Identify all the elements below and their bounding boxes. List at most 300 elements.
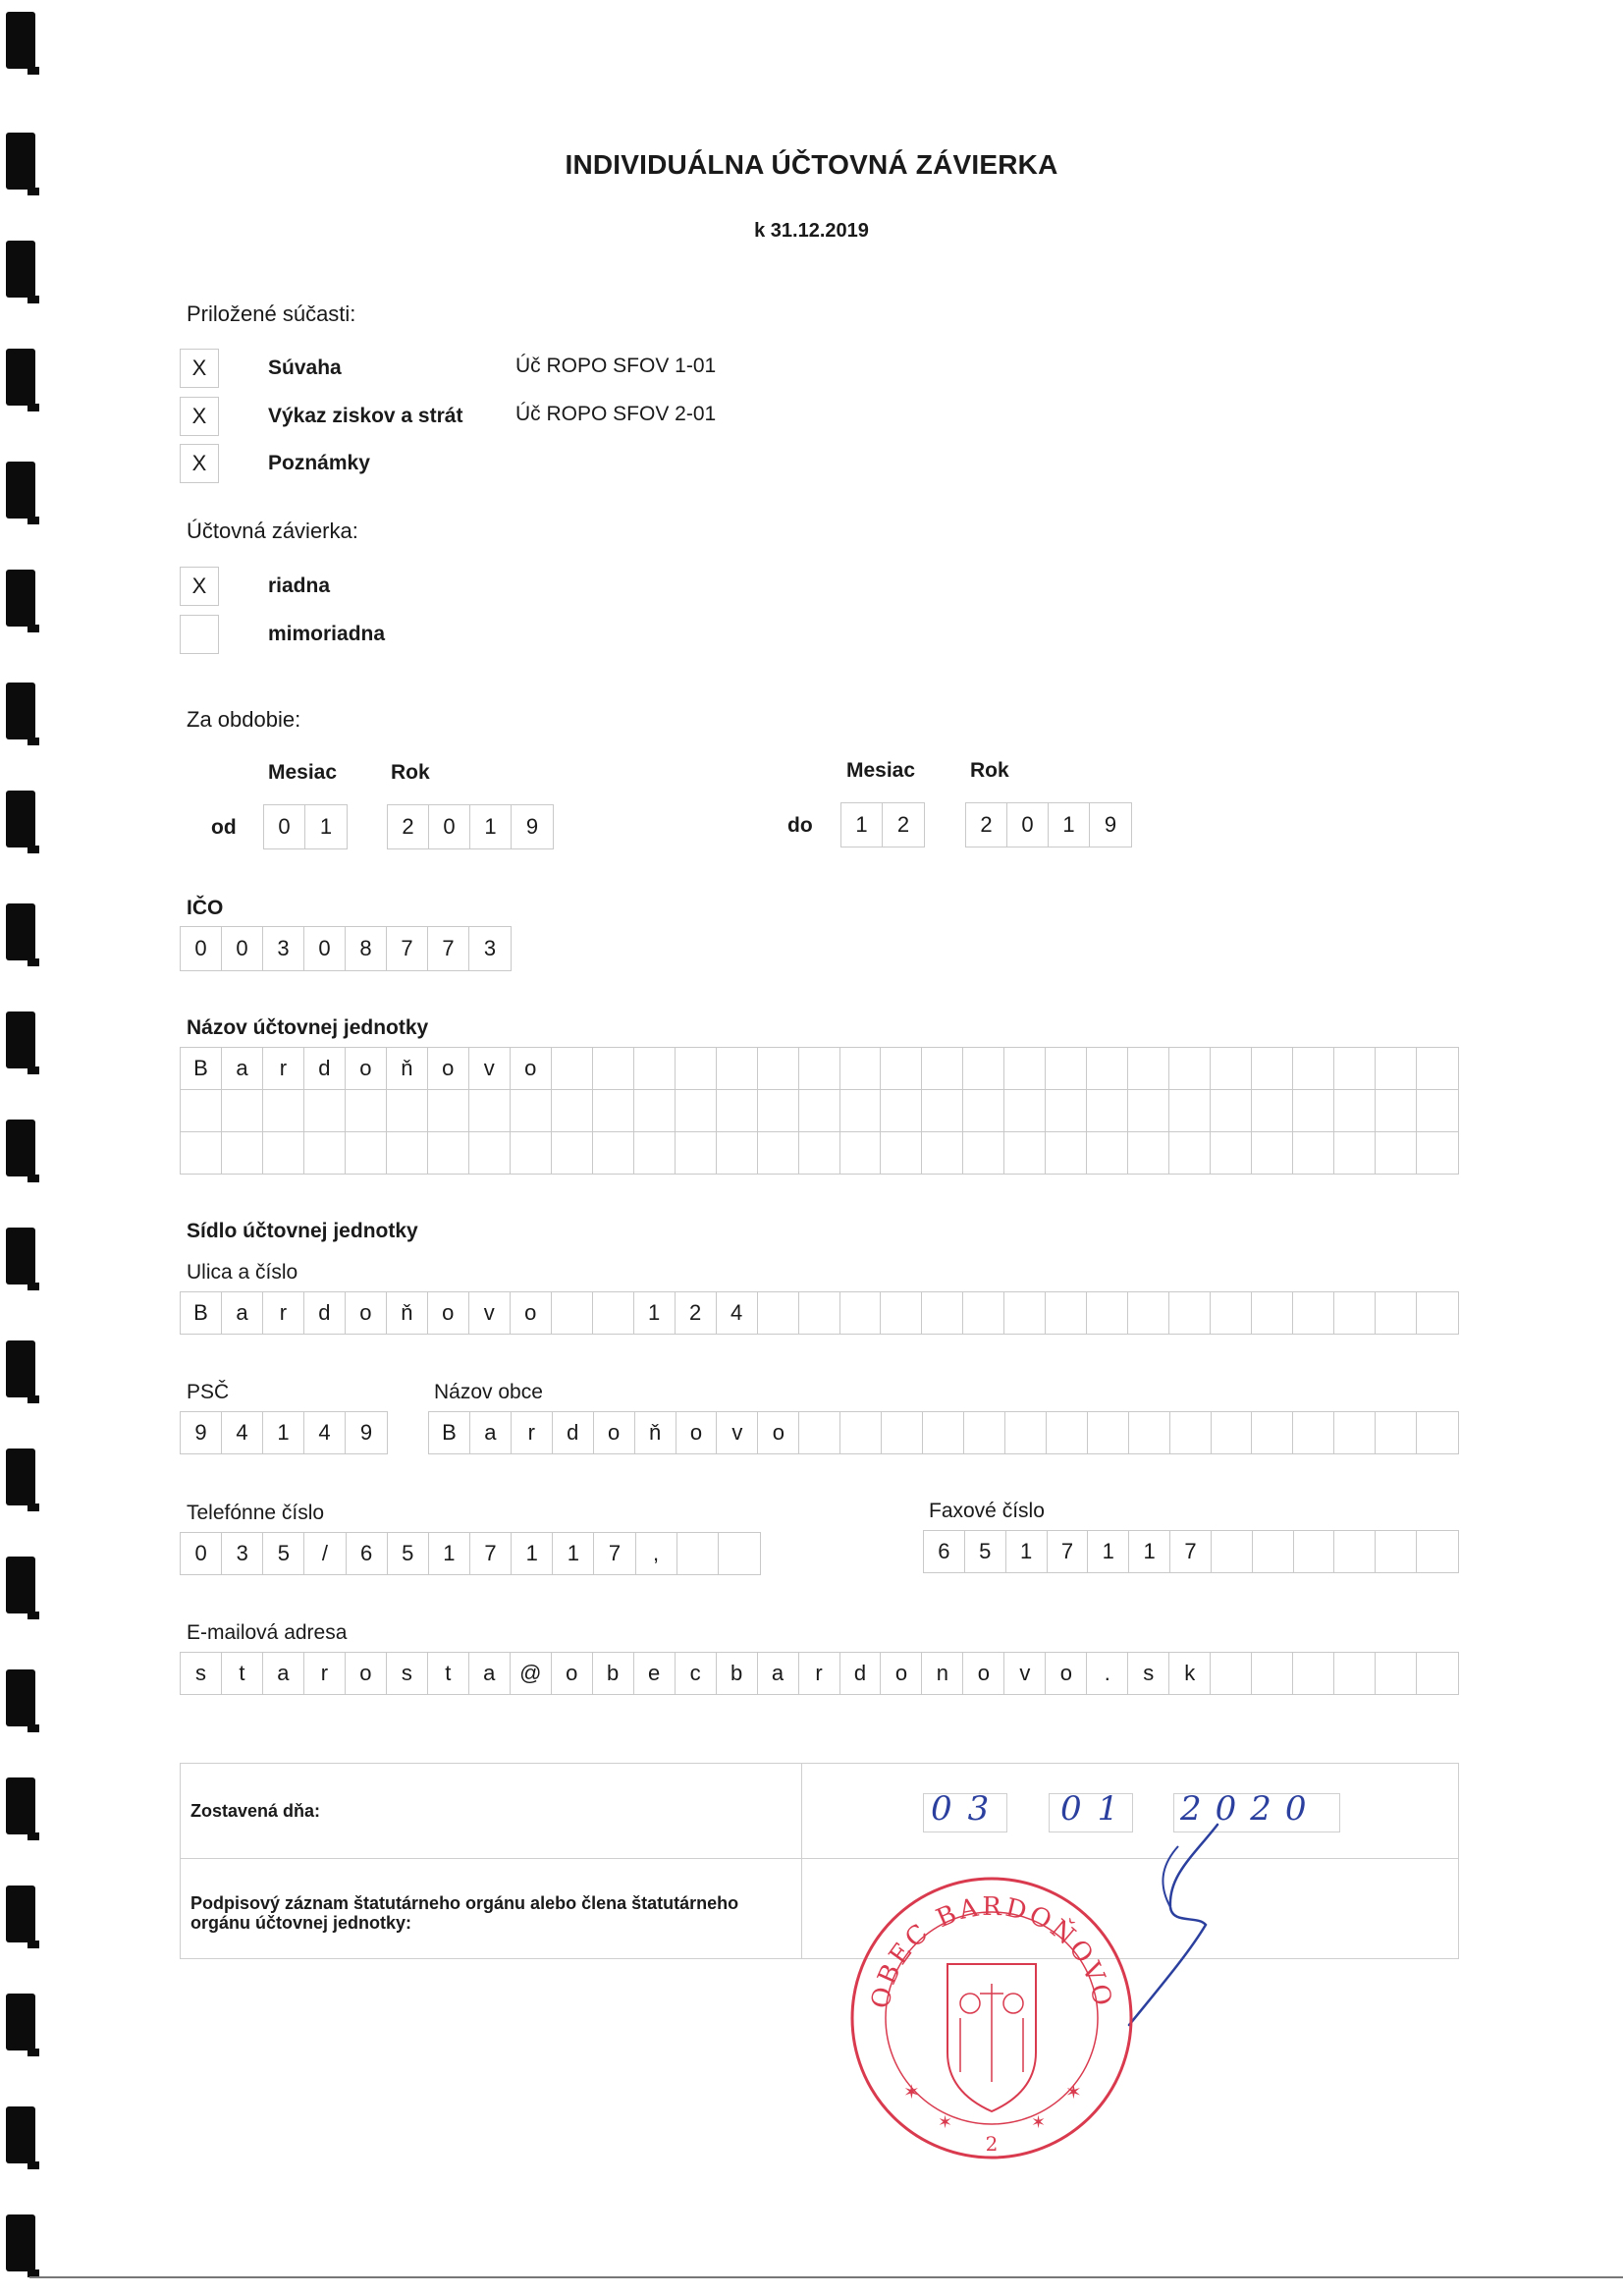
char-cell (717, 1132, 758, 1174)
binding-hole (6, 1777, 35, 1834)
char-cell: 1 (1049, 803, 1090, 847)
char-cell (428, 1090, 469, 1131)
svg-text:✶: ✶ (1065, 2082, 1082, 2104)
char-cell (1128, 1292, 1169, 1334)
char-cell: 7 (1170, 1531, 1212, 1572)
to-month-field[interactable] (840, 802, 925, 847)
char-cell (1046, 1090, 1087, 1131)
char-cell (1046, 1048, 1087, 1089)
char-cell (1293, 1653, 1334, 1694)
seat-label: Sídlo účtovnej jednotky (187, 1220, 418, 1242)
char-cell: o (758, 1412, 799, 1453)
char-cell (511, 1090, 552, 1131)
binding-hole (6, 1228, 35, 1285)
char-cell (1376, 1653, 1417, 1694)
char-cell (387, 1132, 428, 1174)
entity-name-field-row3[interactable] (180, 1131, 1459, 1175)
char-cell: 4 (304, 1412, 346, 1453)
char-cell: v (717, 1412, 758, 1453)
char-cell (1334, 1531, 1376, 1572)
char-cell: 1 (319, 814, 333, 839)
char-cell (593, 1132, 634, 1174)
svg-text:✶: ✶ (903, 2082, 920, 2104)
binding-hole (6, 1994, 35, 2050)
char-cell (346, 1090, 387, 1131)
char-cell: 4 (717, 1292, 758, 1334)
char-cell (346, 1132, 387, 1174)
svg-text:OBEC BARDOŇOVO: OBEC BARDOŇOVO (866, 1891, 1117, 2011)
char-cell (758, 1132, 799, 1174)
binding-hole (6, 791, 35, 847)
char-cell (387, 1090, 428, 1131)
char-cell (1417, 1412, 1458, 1453)
char-cell: 7 (387, 927, 428, 970)
char-cell: 7 (470, 1533, 512, 1574)
char-cell (634, 1132, 676, 1174)
binding-hole (6, 462, 35, 519)
binding-hole (6, 1557, 35, 1613)
char-cell: o (552, 1653, 593, 1694)
char-cell (676, 1048, 717, 1089)
binding-hole (6, 241, 35, 298)
char-cell (1087, 1090, 1128, 1131)
char-cell (552, 1090, 593, 1131)
char-cell (552, 1132, 593, 1174)
char-cell: 9 (181, 1412, 222, 1453)
char-cell: 1 (263, 1412, 304, 1453)
compiled-year: 2020 (1180, 1789, 1321, 1829)
char-cell: r (799, 1653, 840, 1694)
char-cell (263, 1132, 304, 1174)
char-cell: e (634, 1653, 676, 1694)
char-cell (799, 1132, 840, 1174)
ico-field[interactable] (180, 926, 512, 971)
char-cell (758, 1090, 799, 1131)
char-cell (1334, 1048, 1376, 1089)
ico-label: IČO (187, 897, 224, 919)
char-cell: 2 (388, 805, 429, 848)
char-cell: @ (511, 1653, 552, 1694)
char-cell: o (676, 1412, 718, 1453)
char-cell (840, 1132, 882, 1174)
char-cell (922, 1090, 963, 1131)
char-cell (1293, 1292, 1334, 1334)
char-cell: t (222, 1653, 263, 1694)
char-cell: v (469, 1292, 511, 1334)
char-cell: b (593, 1653, 634, 1694)
char-cell (1211, 1132, 1252, 1174)
char-cell: , (636, 1533, 677, 1574)
char-cell: 5 (388, 1533, 429, 1574)
char-cell (1417, 1048, 1458, 1089)
char-cell: B (429, 1412, 470, 1453)
char-cell: 3 (483, 936, 497, 960)
char-cell: a (222, 1048, 263, 1089)
report-date: k 31.12.2019 (754, 220, 869, 242)
char-cell: 7 (1048, 1531, 1089, 1572)
char-cell (840, 1412, 882, 1453)
char-cell (1252, 1292, 1293, 1334)
char-cell (1211, 1048, 1252, 1089)
char-cell (1128, 1048, 1169, 1089)
char-cell: v (1004, 1653, 1046, 1694)
from-year-field[interactable] (387, 804, 554, 849)
attachment-code: Úč ROPO SFOV 2-01 (515, 403, 717, 425)
binding-hole (6, 349, 35, 406)
char-cell (1252, 1090, 1293, 1131)
char-cell: o (346, 1048, 387, 1089)
char-cell (719, 1533, 760, 1574)
char-cell: 2 (966, 803, 1007, 847)
char-cell: 5 (263, 1533, 304, 1574)
char-cell: s (387, 1653, 428, 1694)
char-cell: r (263, 1292, 304, 1334)
char-cell: d (553, 1412, 594, 1453)
char-cell: o (511, 1048, 552, 1089)
char-cell (840, 1048, 882, 1089)
psc-label: PSČ (187, 1381, 230, 1403)
char-cell (181, 1090, 222, 1131)
char-cell: k (1169, 1653, 1211, 1694)
char-cell: 1 (512, 1533, 553, 1574)
char-cell (677, 1533, 719, 1574)
attachment-checkbox[interactable]: X (180, 397, 219, 436)
char-cell: 1 (470, 805, 512, 848)
char-cell: o (963, 1653, 1004, 1694)
char-cell (1005, 1412, 1047, 1453)
char-cell (1293, 1412, 1334, 1453)
char-cell: d (840, 1653, 882, 1694)
char-cell (758, 1048, 799, 1089)
email-field[interactable] (180, 1652, 1459, 1695)
char-cell: ň (635, 1412, 676, 1453)
char-cell (1252, 1132, 1293, 1174)
street-label: Ulica a číslo (187, 1261, 298, 1284)
char-cell (963, 1090, 1004, 1131)
char-cell: o (881, 1653, 922, 1694)
char-cell (304, 1132, 346, 1174)
char-cell (964, 1412, 1005, 1453)
char-cell (1046, 1292, 1087, 1334)
char-cell: 0 (1007, 803, 1049, 847)
char-cell (1004, 1048, 1046, 1089)
char-cell: v (469, 1048, 511, 1089)
closing-option-name: riadna (268, 574, 331, 597)
char-cell (1334, 1412, 1376, 1453)
from-label: od (211, 816, 237, 839)
entity-name-field-row2[interactable] (180, 1089, 1459, 1132)
char-cell: 2 (676, 1292, 717, 1334)
char-cell: o (428, 1048, 469, 1089)
binding-hole (6, 12, 35, 69)
char-cell (1128, 1090, 1169, 1131)
city-label: Názov obce (434, 1381, 543, 1403)
char-cell (1088, 1412, 1129, 1453)
char-cell: 0 (181, 1533, 222, 1574)
psc-field[interactable] (180, 1411, 388, 1454)
char-cell: a (469, 1653, 511, 1694)
char-cell (1376, 1412, 1417, 1453)
char-cell (758, 1292, 799, 1334)
char-cell (922, 1048, 963, 1089)
char-cell: 1 (1006, 1531, 1048, 1572)
char-cell (1376, 1048, 1417, 1089)
char-cell (799, 1090, 840, 1131)
to-label: do (787, 814, 813, 837)
char-cell (922, 1292, 963, 1334)
char-cell (1004, 1292, 1046, 1334)
char-cell (799, 1048, 840, 1089)
char-cell (222, 1090, 263, 1131)
from-month-field[interactable] (263, 804, 348, 849)
char-cell (593, 1090, 634, 1131)
char-cell (881, 1132, 922, 1174)
binding-hole (6, 2106, 35, 2163)
char-cell (1294, 1531, 1335, 1572)
char-cell: 3 (263, 927, 304, 970)
char-cell (1047, 1412, 1088, 1453)
char-cell (882, 1412, 923, 1453)
entity-name-field-row1[interactable] (180, 1047, 1459, 1090)
from-year-label: Rok (391, 761, 430, 784)
char-cell (1417, 1090, 1458, 1131)
char-cell (1046, 1132, 1087, 1174)
char-cell (428, 1132, 469, 1174)
char-cell: o (346, 1292, 387, 1334)
binding-hole (6, 1886, 35, 1942)
char-cell (840, 1090, 882, 1131)
char-cell: o (1046, 1653, 1087, 1694)
char-cell (1417, 1653, 1458, 1694)
to-year-label: Rok (970, 759, 1009, 782)
char-cell (1334, 1653, 1376, 1694)
closing-checkbox[interactable] (180, 615, 219, 654)
char-cell (1293, 1048, 1334, 1089)
char-cell (1212, 1412, 1253, 1453)
char-cell (1004, 1132, 1046, 1174)
char-cell (922, 1132, 963, 1174)
char-cell (1293, 1132, 1334, 1174)
char-cell: 5 (965, 1531, 1006, 1572)
char-cell: 7 (594, 1533, 635, 1574)
char-cell (1293, 1090, 1334, 1131)
char-cell (963, 1132, 1004, 1174)
char-cell: 1 (634, 1292, 676, 1334)
char-cell (1087, 1132, 1128, 1174)
char-cell: 1 (553, 1533, 594, 1574)
char-cell (717, 1048, 758, 1089)
char-cell (676, 1090, 717, 1131)
char-cell (963, 1048, 1004, 1089)
page-bottom-edge (29, 2276, 1623, 2278)
char-cell (1417, 1531, 1458, 1572)
char-cell: t (428, 1653, 469, 1694)
char-cell (1252, 1412, 1293, 1453)
char-cell: 0 (181, 927, 222, 970)
char-cell (1252, 1048, 1293, 1089)
char-cell: B (181, 1048, 222, 1089)
char-cell: 1 (429, 1533, 470, 1574)
char-cell: 4 (222, 1412, 263, 1453)
to-month-label: Mesiac (846, 759, 916, 782)
char-cell: a (222, 1292, 263, 1334)
binding-hole (6, 1449, 35, 1505)
char-cell (963, 1292, 1004, 1334)
char-cell: 1 (841, 803, 883, 847)
closing-label: Účtovná závierka: (187, 519, 358, 543)
entity-name-label: Názov účtovnej jednotky (187, 1016, 429, 1039)
char-cell: r (263, 1048, 304, 1089)
char-cell (1376, 1132, 1417, 1174)
attachment-name: Súvaha (268, 356, 342, 379)
char-cell (1004, 1090, 1046, 1131)
char-cell: 8 (346, 927, 387, 970)
attachment-checkbox[interactable]: X (180, 349, 219, 388)
phone-field[interactable] (180, 1532, 761, 1575)
char-cell (552, 1292, 593, 1334)
char-cell: 2 (896, 812, 910, 837)
char-cell (1087, 1048, 1128, 1089)
char-cell (1253, 1531, 1294, 1572)
char-cell (181, 1132, 222, 1174)
char-cell (469, 1132, 511, 1174)
to-year-field[interactable] (965, 802, 1132, 847)
period-label: Za obdobie: (187, 707, 301, 732)
char-cell (1169, 1292, 1211, 1334)
char-cell: d (304, 1048, 346, 1089)
char-cell (1417, 1292, 1458, 1334)
from-month-label: Mesiac (268, 761, 338, 784)
attachment-code: Úč ROPO SFOV 1-01 (515, 355, 717, 377)
char-cell: a (470, 1412, 512, 1453)
char-cell (634, 1090, 676, 1131)
char-cell (511, 1132, 552, 1174)
svg-text:2: 2 (985, 2132, 999, 2156)
char-cell: r (512, 1412, 553, 1453)
char-cell (1376, 1292, 1417, 1334)
char-cell: 3 (222, 1533, 263, 1574)
binding-hole (6, 903, 35, 960)
char-cell (881, 1090, 922, 1131)
char-cell (593, 1048, 634, 1089)
char-cell (881, 1292, 922, 1334)
char-cell: r (304, 1653, 346, 1694)
char-cell (222, 1132, 263, 1174)
char-cell: n (922, 1653, 963, 1694)
char-cell (263, 1090, 304, 1131)
char-cell (676, 1132, 717, 1174)
page-title: INDIVIDUÁLNA ÚČTOVNÁ ZÁVIERKA (565, 149, 1058, 180)
binding-hole (6, 570, 35, 627)
signature-record-label: Podpisový záznam štatutárneho orgánu alebo člena štatutárneho orgánu účtovnej jednotky: (190, 1893, 739, 1933)
char-cell (1211, 1292, 1252, 1334)
char-cell: o (594, 1412, 635, 1453)
binding-hole (6, 1669, 35, 1726)
char-cell: B (181, 1292, 222, 1334)
char-cell (1211, 1653, 1252, 1694)
email-label: E-mailová adresa (187, 1621, 348, 1644)
compiled-month: 01 (1060, 1789, 1135, 1829)
closing-checkbox[interactable]: X (180, 567, 219, 606)
binding-hole (6, 2214, 35, 2271)
char-cell: b (717, 1653, 758, 1694)
char-cell: s (1128, 1653, 1169, 1694)
char-cell (840, 1292, 882, 1334)
char-cell: o (428, 1292, 469, 1334)
char-cell: a (758, 1653, 799, 1694)
char-cell: 0 (304, 927, 346, 970)
svg-text:✶: ✶ (938, 2112, 953, 2132)
fax-label: Faxové číslo (929, 1500, 1045, 1522)
char-cell: 0 (264, 805, 305, 848)
char-cell: 0 (429, 805, 470, 848)
char-cell (1376, 1531, 1417, 1572)
char-cell: s (181, 1653, 222, 1694)
char-cell (881, 1048, 922, 1089)
fax-field[interactable] (923, 1530, 1459, 1573)
char-cell (799, 1292, 840, 1334)
char-cell (1170, 1412, 1212, 1453)
char-cell (1334, 1090, 1376, 1131)
char-cell: 6 (347, 1533, 388, 1574)
attachment-name: Poznámky (268, 452, 370, 474)
binding-hole (6, 1340, 35, 1397)
char-cell: a (263, 1653, 304, 1694)
city-field[interactable] (428, 1411, 1459, 1454)
char-cell: 9 (525, 814, 539, 839)
street-field[interactable] (180, 1291, 1459, 1335)
char-cell (304, 1090, 346, 1131)
char-cell (799, 1412, 840, 1453)
official-stamp (844, 1871, 1139, 2165)
svg-text:✶: ✶ (1031, 2112, 1047, 2132)
char-cell: d (304, 1292, 346, 1334)
phone-label: Telefónne číslo (187, 1502, 325, 1524)
char-cell (1128, 1132, 1169, 1174)
closing-option-name: mimoriadna (268, 623, 386, 645)
attachment-checkbox[interactable]: X (180, 444, 219, 483)
char-cell: o (511, 1292, 552, 1334)
char-cell (1417, 1132, 1458, 1174)
char-cell (923, 1412, 964, 1453)
char-cell: . (1087, 1653, 1128, 1694)
char-cell (1252, 1653, 1293, 1694)
binding-hole (6, 1120, 35, 1176)
char-cell (1212, 1531, 1253, 1572)
char-cell: 0 (222, 927, 263, 970)
char-cell (1169, 1048, 1211, 1089)
binding-hole (6, 1011, 35, 1068)
char-cell (1087, 1292, 1128, 1334)
char-cell: 1 (1088, 1531, 1129, 1572)
char-cell: 6 (924, 1531, 965, 1572)
char-cell (1334, 1132, 1376, 1174)
attachments-label: Priložené súčasti: (187, 301, 356, 326)
char-cell (552, 1048, 593, 1089)
char-cell (717, 1090, 758, 1131)
char-cell (634, 1048, 676, 1089)
compiled-label: Zostavená dňa: (190, 1801, 321, 1821)
char-cell: c (676, 1653, 717, 1694)
char-cell (1129, 1412, 1170, 1453)
char-cell (1334, 1292, 1376, 1334)
binding-hole (6, 683, 35, 739)
char-cell (1211, 1090, 1252, 1131)
char-cell (1169, 1132, 1211, 1174)
char-cell: 7 (428, 927, 469, 970)
char-cell: ň (387, 1048, 428, 1089)
char-cell: 1 (1129, 1531, 1170, 1572)
